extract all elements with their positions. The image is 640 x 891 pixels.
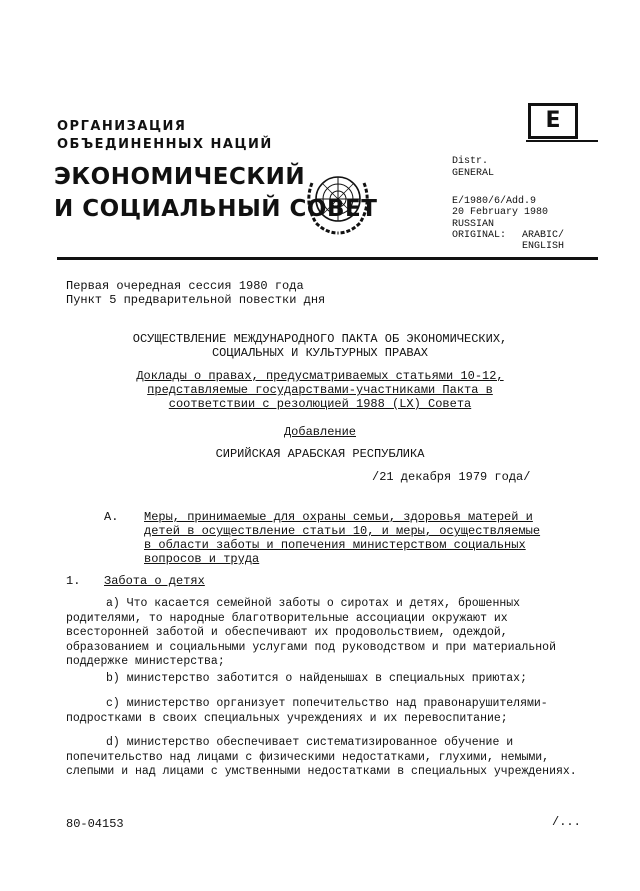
subtitle-line-2: представляемые государствами-участниками Пакта в <box>147 383 493 397</box>
org-name-line1: ОРГАНИЗАЦИЯ <box>57 119 187 134</box>
subtitle-line-1: Доклады о правах, предусматриваемых статьями 10-12, <box>136 369 504 383</box>
section-1-heading: Забота о детях <box>104 574 205 588</box>
continued-marker: /... <box>552 815 581 829</box>
header-rule <box>57 257 598 260</box>
paragraph-d: d) министерство обеспечивает систематизированное обучение и попечительство над лицами с физическими недостатками, глухими, немыми, слепыми и над лицами с умственными недостатками в специальных учреждениях. <box>66 736 577 778</box>
paragraph-c: c) министерство организует попечительство над правонарушителями-подростками в своих специальных учреждениях и их перевоспитание; <box>66 697 548 725</box>
report-date: /21 декабря 1979 года/ <box>372 470 531 484</box>
document-symbol: E/1980/6/Add.9 <box>452 196 537 207</box>
document-code: 80-04153 <box>66 817 124 831</box>
title-line-2: СОЦИАЛЬНЫХ И КУЛЬТУРНЫХ ПРАВАХ <box>211 346 429 360</box>
title-line-1: ОСУЩЕСТВЛЕНИЕ МЕЖДУНАРОДНОГО ПАКТА ОБ ЭКОНОМИЧЕСКИХ, <box>132 332 508 346</box>
original-label: ORIGINAL: <box>452 230 507 241</box>
document-badge: E <box>528 103 578 139</box>
paragraph-a: а) Что касается семейной заботы о сиротах и детях, брошенных родителями, то народные благотворительные ассоциации окружают их всесторонней заботой и обеспечивают их продовольствием, одеждой, образованием и социальными услугами под руководством и при материальной поддержке министерства; <box>66 597 556 668</box>
distr-value: GENERAL <box>452 168 495 179</box>
session-line-2: Пункт 5 предварительной повестки дня <box>66 293 326 307</box>
badge-rule <box>526 140 598 142</box>
original-value-2: ENGLISH <box>522 241 565 252</box>
org-name-line2: ОБЪЕДИНЕННЫХ НАЦИЙ <box>57 137 273 152</box>
subtitle-line-3: соответствии с резолюцией 1988 (LX) Совета <box>168 397 472 411</box>
country-name: СИРИЙСКАЯ АРАБСКАЯ РЕСПУБЛИКА <box>215 447 425 461</box>
section-a-line-1: Меры, принимаемые для охраны семьи, здоровья матерей и <box>144 510 533 524</box>
document-language: RUSSIAN <box>452 219 495 230</box>
addendum-heading: Добавление <box>283 425 356 439</box>
document-date: 20 February 1980 <box>452 207 549 218</box>
section-a-line-3: в области заботы и попечения министерством социальных <box>144 538 526 552</box>
section-1-number: 1. <box>66 574 81 588</box>
council-name-line1: ЭКОНОМИЧЕСКИЙ <box>54 164 306 190</box>
council-name-line2: И СОЦИАЛЬНЫЙ СОВЕТ <box>54 196 378 222</box>
distr-label: Distr. <box>452 156 489 167</box>
session-line-1: Первая очередная сессия 1980 года <box>66 279 304 293</box>
un-emblem-icon <box>298 163 378 239</box>
original-value-1: ARABIC/ <box>522 230 565 241</box>
section-a-letter: A. <box>104 510 119 524</box>
section-a-line-4: вопросов и труда <box>144 552 260 566</box>
paragraph-b: b) министерство заботится о найденышах в специальных приютах; <box>106 672 527 685</box>
section-a-line-2: детей в осуществление статьи 10, и меры, осуществляемые <box>144 524 541 538</box>
